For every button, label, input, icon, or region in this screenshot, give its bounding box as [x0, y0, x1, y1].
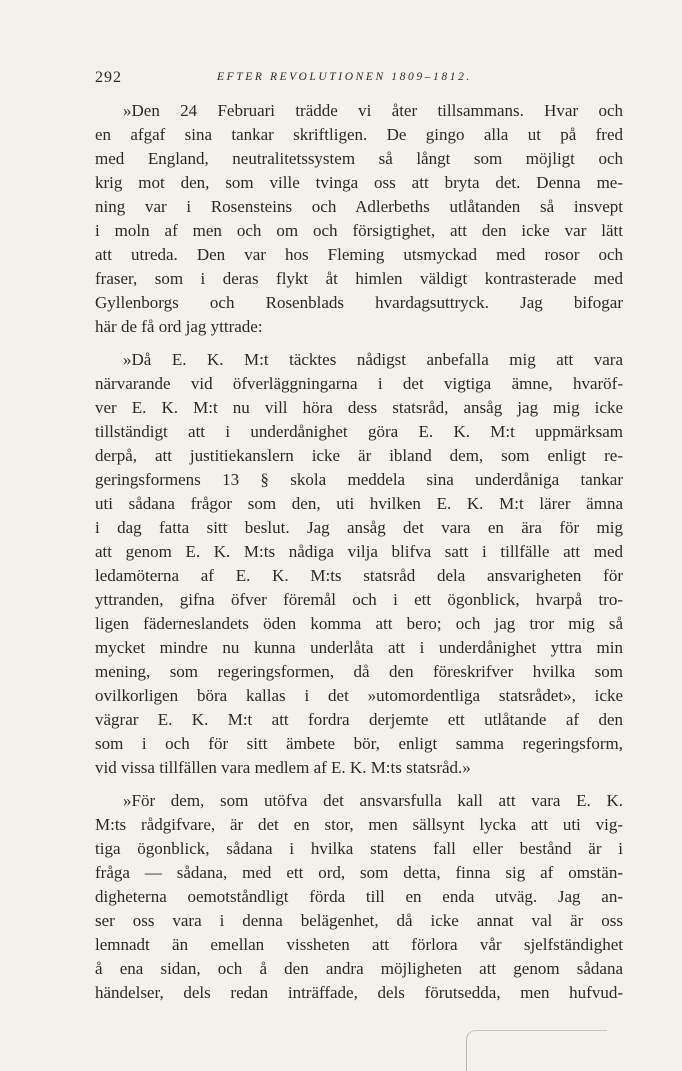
text-line: å ena sidan, och å den andra möjligheten att genom sådana	[95, 959, 623, 978]
text-line: »Den 24 Februari trädde vi åter tillsammans. Hvar och	[123, 101, 623, 120]
text-line: att utreda. Den var hos Fleming utsmyckad med rosor och	[95, 245, 623, 264]
text-line: krig mot den, som ville tvinga oss att bryta det. Denna me-	[95, 173, 623, 192]
text-line: att genom E. K. M:ts nådiga vilja blifva satt i tillfälle att med	[95, 542, 623, 561]
text-line: M:ts rådgifvare, är det en stor, men sällsynt lycka att uti vig-	[95, 815, 623, 834]
text-line: ning var i Rosensteins och Adlerbeths utlåtanden så insvept	[95, 197, 623, 216]
text-line: närvarande vid öfverläggningarna i det vigtiga ämne, hvaröf-	[95, 374, 623, 393]
text-line: ligen fäderneslandets öden komma att bero; och jag tror mig så	[95, 614, 623, 633]
text-line: med England, neutralitetssystem så långt som möjligt och	[95, 149, 623, 168]
page-number: 292	[95, 69, 122, 86]
text-line: vid vissa tillfällen vara medlem af E. K. M:ts statsråd.»	[95, 758, 471, 777]
text-line: fråga — sådana, med ett ord, som detta, finna sig af omstän-	[95, 863, 623, 882]
text-line: geringsformens 13 § skola meddela sina underdåniga tankar	[95, 470, 623, 489]
text-line: Gyllenborgs och Rosenblads hvardagsuttryck. Jag bifogar	[95, 293, 623, 312]
text-line: »Då E. K. M:t täcktes nådigst anbefalla mig att vara	[123, 350, 623, 369]
text-line: digheterna oemotståndligt förda till en enda utväg. Jag an-	[95, 887, 623, 906]
page-corner-mark	[466, 1030, 607, 1071]
text-line: fraser, som i deras flykt åt himlen väldigt kontrasterade med	[95, 269, 623, 288]
text-line: ledamöterna af E. K. M:ts statsråd dela ansvarigheten för	[95, 566, 623, 585]
text-line: »För dem, som utöfva det ansvarsfulla kall att vara E. K.	[123, 791, 623, 810]
text-line: i dag fatta sitt beslut. Jag ansåg det vara en ära för mig	[95, 518, 623, 537]
text-line: uti sådana frågor som den, uti hvilken E. K. M:t lärer ämna	[95, 494, 623, 513]
text-line: en afgaf sina tankar skriftligen. De gingo alla ut på fred	[95, 125, 623, 144]
page-header	[95, 69, 630, 93]
text-line: vägrar E. K. M:t att fordra derjemte ett utlåtande af den	[95, 710, 623, 729]
running-head: EFTER REVOLUTIONEN 1809–1812.	[217, 71, 472, 83]
text-line: tiga ögonblick, sådana i hvilka statens fall eller bestånd är i	[95, 839, 623, 858]
text-line: som i och för sitt ämbete bör, enligt samma regeringsform,	[95, 734, 623, 753]
text-line: ovilkorligen böra kallas i det »utomordentliga statsrådet», icke	[95, 686, 623, 705]
text-line: derpå, att justitiekanslern icke är ibland dem, som enligt re-	[95, 446, 623, 465]
text-line: händelser, dels redan inträffade, dels förutsedda, men hufvud-	[95, 983, 623, 1002]
text-line: yttranden, gifna öfver föremål och i ett ögonblick, hvarpå tro-	[95, 590, 623, 609]
text-line: i moln af men och om och försigtighet, att den icke var lätt	[95, 221, 623, 240]
text-line: mycket mindre nu kunna underlåta att i underdånighet yttra min	[95, 638, 623, 657]
text-line: lemnadt än emellan vissheten att förlora vår sjelfständighet	[95, 935, 623, 954]
text-line: tillständigt att i underdånighet göra E. K. M:t uppmärksam	[95, 422, 623, 441]
text-line: här de få ord jag yttrade:	[95, 317, 263, 336]
text-line: mening, som regeringsformen, då den föreskrifver hvilka som	[95, 662, 623, 681]
text-line: ver E. K. M:t nu vill höra dess statsråd, ansåg jag mig icke	[95, 398, 623, 417]
text-line: ser oss vara i denna belägenhet, då icke annat val är oss	[95, 911, 623, 930]
